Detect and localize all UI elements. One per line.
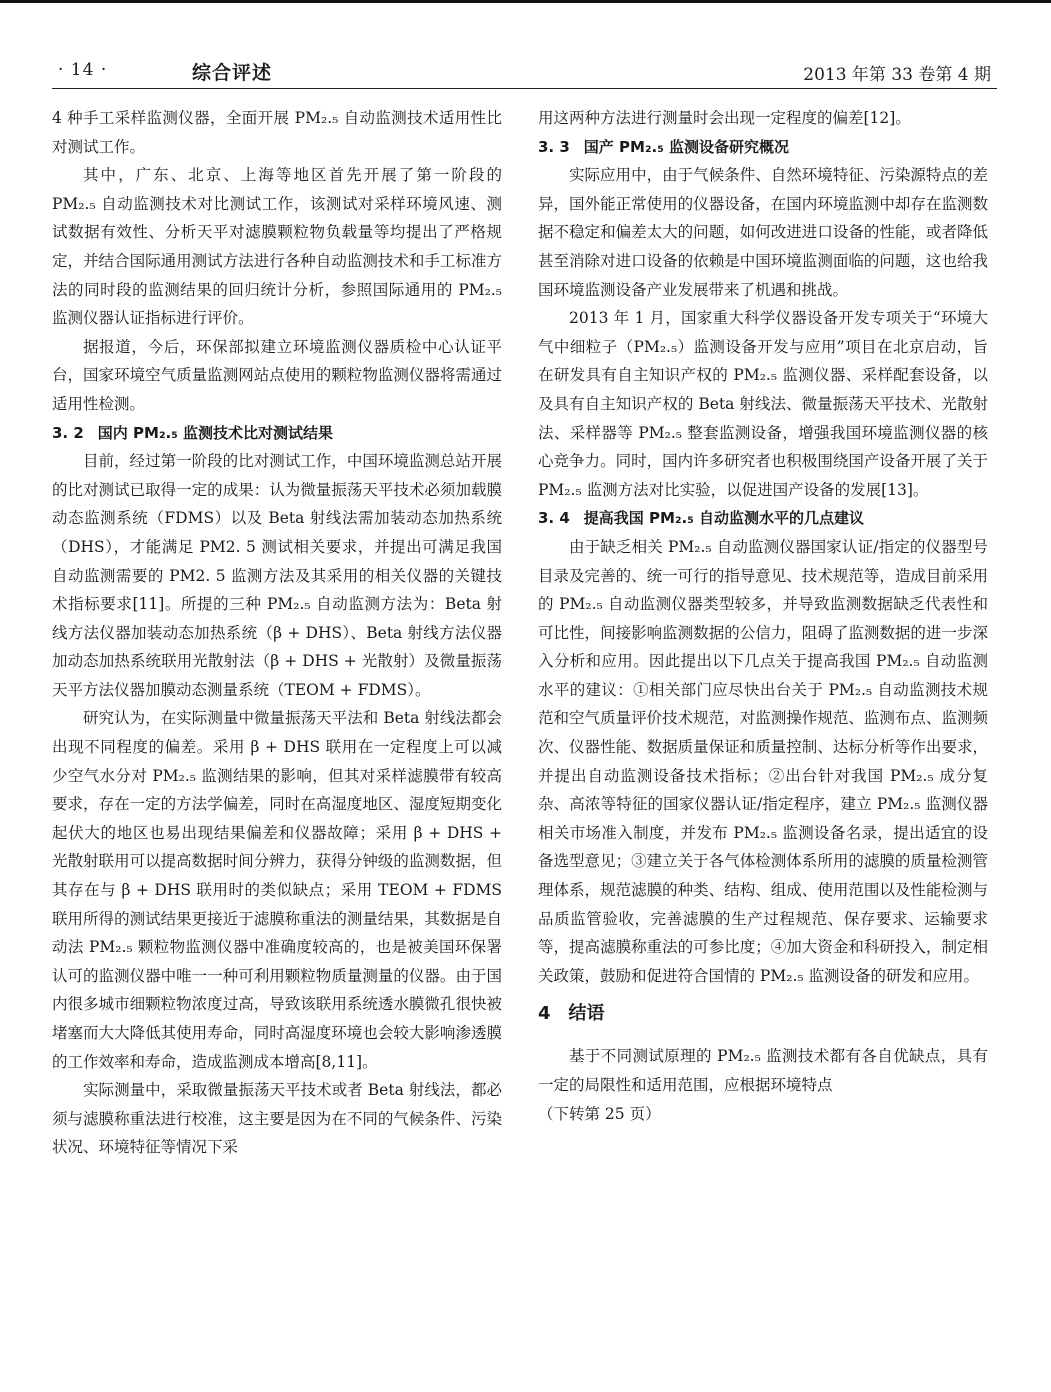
paragraph: 用这两种方法进行测量时会出现一定程度的偏差[12]。 bbox=[538, 109, 911, 127]
section-title: 国产 PM₂.₅ 监测设备研究概况 bbox=[583, 137, 790, 156]
section-title: 提高我国 PM₂.₅ 自动监测水平的几点建议 bbox=[583, 509, 865, 528]
page-number: · 14 · bbox=[58, 60, 108, 80]
paragraph: 实际应用中，由于气候条件、自然环境特征、污染源特点的差异，国外能正常使用的仪器设备，在国内环境监测中却存在监测数据不稳定和偏差太大的问题，如何改进进口设备的性能，或者降低甚至消除对进口设备的依赖是中国环境监测面临的问题，这也给我国环境监测设备产业发展带来了机遇和挑战。 bbox=[538, 166, 988, 299]
top-border bbox=[0, 0, 1051, 3]
paragraph: 其中，广东、北京、上海等地区首先开展了第一阶段的 PM₂.₅ 自动监测技术对比测试工作，该测试对采样环境风速、测试数据有效性、分析天平对滤膜颗粒物负载量等均提出了严格规定，并结合国际通用测试方法进行各种自动监测技术和手工标准方法的同时段的监测结果的回归统计分析，参照国际通用的 PM₂.₅ 监测仪器认证指标进行评价。 bbox=[52, 166, 502, 328]
paragraph: 据报道，今后，环保部拟建立环境监测仪器质检中心认证平台，国家环境空气质量监测网站点使用的颗粒物监测仪器将需通过适用性检测。 bbox=[52, 337, 502, 413]
paragraph: 研究认为，在实际测量中微量振荡天平法和 Beta 射线法都会出现不同程度的偏差。采用 β + DHS 联用在一定程度上可以减少空气水分对 PM₂.₅ 监测结果的影响，但其对采样滤膜带有较高要求，存在一定的方法学偏差，同时在高湿度地区、湿度短期变化起伏大的地区也易出现结果偏差和仪器故障；采用 β + DHS + 光散射联用可以提高数据时间分辨力，获得分钟级的监测数据，但其存在与 β + DHS 联用时的类似缺点；采用 TEOM + FDMS 联用所得的测试结果更接近于滤膜称重法的测量结果，其数据是自动法 PM₂.₅ 颗粒物监测仪器中准确度较高的，也是被美国环保署认可的监测仪器中唯一一种可利用颗粒物质量测量的仪器。由于国内很多城市细颗粒物浓度过高，导致该联用系统透水膜微孔很快被堵塞而大大降低其使用寿命，同时高湿度环境也会较大影响渗透膜的工作效率和寿命，造成监测成本增高[8,11]。 bbox=[52, 709, 502, 1071]
section-number: 3. 3 bbox=[538, 137, 570, 156]
section-title: 结语 bbox=[568, 1003, 605, 1025]
continued-note: （下转第 25 页） bbox=[538, 1104, 661, 1123]
paragraph: 基于不同测试原理的 PM₂.₅ 监测技术都有各自优缺点，具有一定的局限性和适用范围，应根据环境特点 bbox=[538, 1047, 988, 1094]
journal-issue: 2013 年第 33 卷第 4 期 bbox=[803, 65, 991, 85]
section-name: 综合评述 bbox=[192, 62, 273, 84]
paragraph: 目前，经过第一阶段的比对测试工作，中国环境监测总站开展的比对测试已取得一定的成果：认为微量振荡天平技术必须加载膜动态监测系统（FDMS）以及 Beta 射线法需加装动态加热系统（DHS），才能满足 PM2. 5 测试相关要求，并提出可满足我国自动监测需要的 PM2. 5 监测方法及其采用的相关仪器的关键技术指标要求[11]。所提的三种 PM₂.₅ 自动监测方法为：Beta 射线方法仪器加装动态加热系统（β + DHS）、Beta 射线方法仪器加动态加热系统联用光散射法（β + DHS + 光散射）及微量振荡天平方法仪器加膜动态测量系统（TEOM + FDMS）。 bbox=[52, 452, 502, 699]
right-column bbox=[538, 104, 988, 1128]
section-heading-3-4 bbox=[538, 504, 988, 533]
paragraph: 由于缺乏相关 PM₂.₅ 自动监测仪器国家认证/指定的仪器型号目录及完善的、统一可行的指导意见、技术规范等，造成目前采用的 PM₂.₅ 自动监测仪器类型较多，并导致监测数据缺乏代表性和可比性，间接影响监测数据的公信力，阻碍了监测数据的进一步深入分析和应用。因此提出以下几点关于提高我国 PM₂.₅ 自动监测水平的建议：①相关部门应尽快出台关于 PM₂.₅ 自动监测技术规范和空气质量评价技术规范，对监测操作规范、监测布点、监测频次、仪器性能、数据质量保证和质量控制、达标分析等作出要求，并提出自动监测设备技术指标；②出台针对我国 PM₂.₅ 成分复杂、高浓等特征的国家仪器认证/指定程序，建立 PM₂.₅ 监测仪器相关市场准入制度，并发布 PM₂.₅ 监测设备名录，提出适宜的设备选型意见；③建立关于各气体检测体系所用的滤膜的质量检测管理体系，规范滤膜的种类、结构、组成、使用范围以及性能检测与品质监管验收，完善滤膜的生产过程规范、保存要求、运输要求等，提高滤膜称重法的可参比度；④加大资金和科研投入，制定相关政策，鼓励和促进符合国情的 PM₂.₅ 监测设备的研发和应用。 bbox=[538, 537, 988, 985]
section-number: 3. 2 bbox=[52, 423, 84, 442]
paragraph: 实际测量中，采取微量振荡天平技术或者 Beta 射线法，都必须与滤膜称重法进行校准，这主要是因为在不同的气候条件、污染状况、环境特征等情况下采 bbox=[52, 1081, 502, 1157]
left-column bbox=[52, 104, 502, 1162]
section-title: 国内 PM₂.₅ 监测技术比对测试结果 bbox=[97, 423, 334, 442]
section-heading-3-3 bbox=[538, 133, 988, 162]
section-number: 3. 4 bbox=[538, 509, 570, 528]
paragraph: 2013 年 1 月，国家重大科学仪器设备开发专项关于“环境大气中细粒子（PM₂.₅）监测设备开发与应用”项目在北京启动，旨在研发具有自主知识产权的 PM₂.₅ 监测仪器、采样配套设备，以及具有自主知识产权的 Beta 射线法、微量振荡天平技术、光散射法、采样器等 PM₂.₅ 整套监测设备，增强我国环境监测仪器的核心竞争力。同时，国内许多研究者也积极围绕国产设备开展了关于 PM₂.₅ 监测方法对比实验，以促进国产设备的发展[13]。 bbox=[538, 309, 988, 499]
paragraph: 4 种手工采样监测仪器，全面开展 PM₂.₅ 自动监测技术适用性比对测试工作。 bbox=[52, 109, 502, 156]
section-heading-4 bbox=[538, 1000, 988, 1028]
running-header bbox=[52, 58, 997, 89]
section-number: 4 bbox=[538, 1003, 551, 1025]
section-heading-3-2 bbox=[52, 419, 502, 448]
